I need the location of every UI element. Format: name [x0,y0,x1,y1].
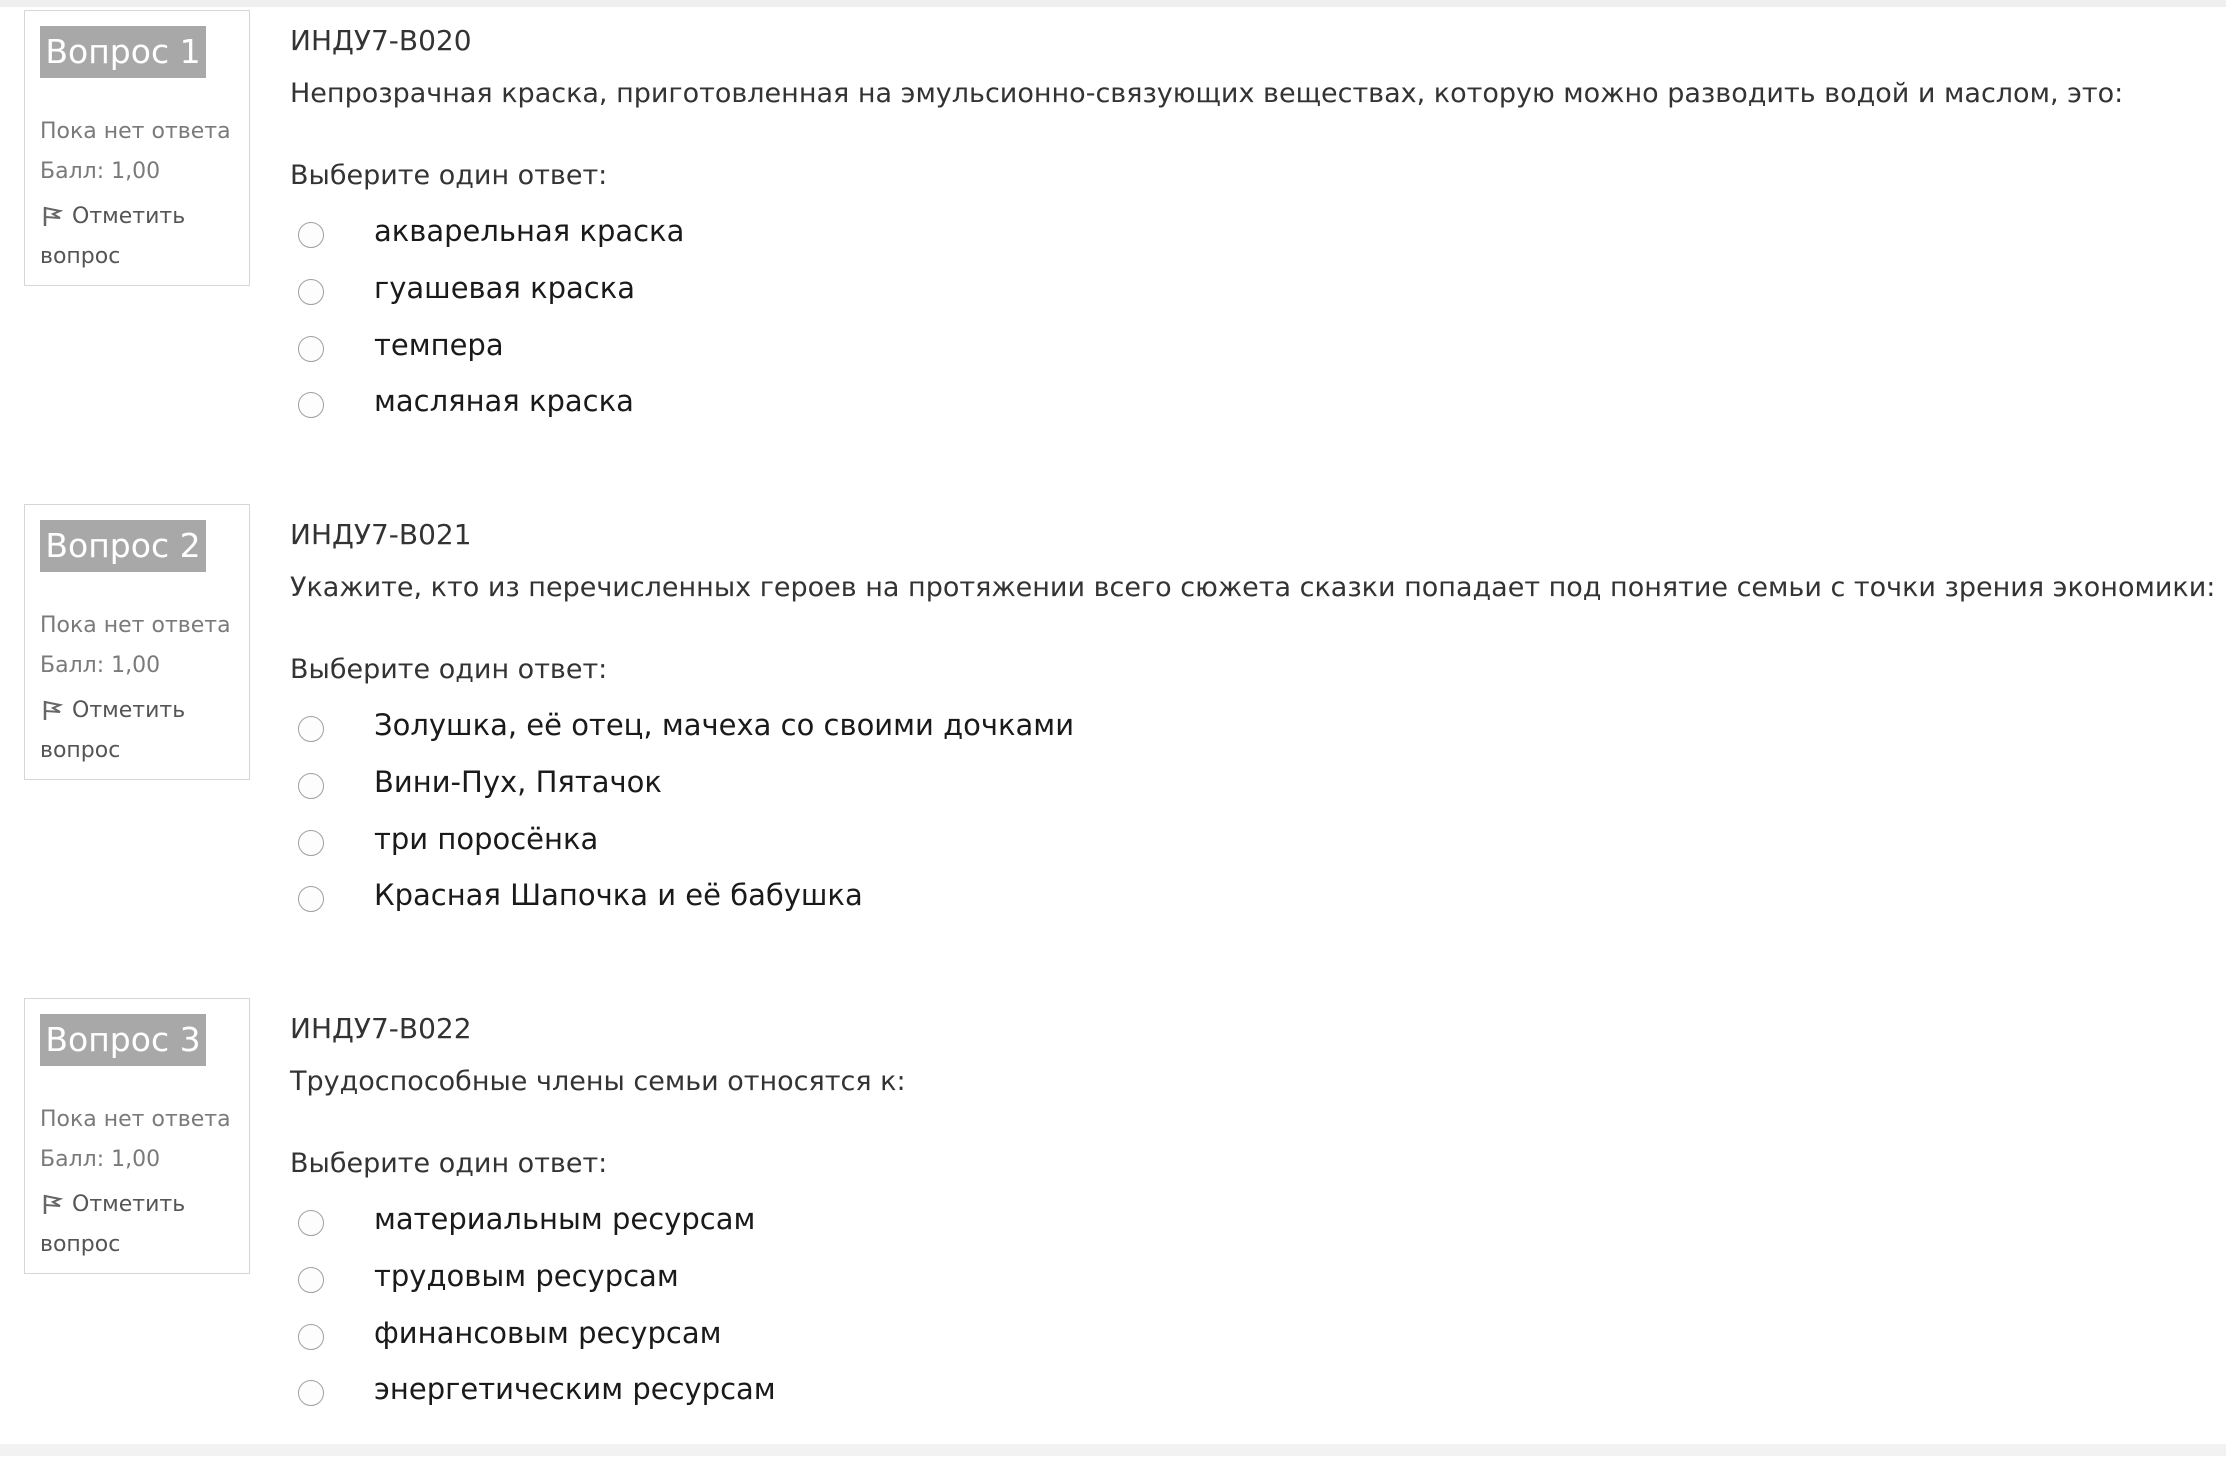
radio-button[interactable] [298,336,324,362]
answer-label[interactable]: энергетическим ресурсам [374,1372,776,1406]
answer-option[interactable] [290,267,1490,317]
answer-prompt: Выберите один ответ: [290,1148,608,1179]
flag-question-button[interactable] [40,1185,230,1265]
answer-label[interactable]: масляная краска [374,384,634,418]
answer-label[interactable]: темпера [374,328,504,362]
question-grade: Балл: 1,00 [40,1147,161,1172]
answer-option[interactable] [290,1312,1490,1362]
flag-question-button[interactable] [40,691,230,771]
answer-option[interactable] [290,210,1490,260]
question-3 [0,998,2226,1468]
flag-icon [40,204,64,228]
radio-button[interactable] [298,279,324,305]
question-code: ИНДУ7-В021 [290,518,472,551]
question-code: ИНДУ7-В022 [290,1012,472,1045]
answer-label[interactable]: акварельная краска [374,214,685,248]
radio-button[interactable] [298,1324,324,1350]
answer-option[interactable] [290,1368,1490,1418]
flag-icon [40,698,64,722]
radio-button[interactable] [298,716,324,742]
question-state: Пока нет ответа [40,119,231,144]
question-number-badge: Вопрос 3 [40,1014,206,1066]
flag-question-button[interactable] [40,197,230,277]
radio-button[interactable] [298,392,324,418]
answer-label[interactable]: Красная Шапочка и её бабушка [374,878,863,912]
answer-label[interactable]: три поросёнка [374,822,599,856]
question-1 [0,10,2226,480]
radio-button[interactable] [298,886,324,912]
question-info-box [24,998,250,1274]
question-2 [0,504,2226,974]
question-grade: Балл: 1,00 [40,653,161,678]
answer-option[interactable] [290,818,1490,868]
answer-option[interactable] [290,761,1490,811]
flag-question-label: Отметить вопрос [40,698,186,763]
question-code: ИНДУ7-В020 [290,24,472,57]
answer-label[interactable]: Золушка, её отец, мачеха со своими дочками [374,708,1075,742]
answer-label[interactable]: трудовым ресурсам [374,1259,679,1293]
answer-label[interactable]: гуашевая краска [374,271,635,305]
question-state: Пока нет ответа [40,1107,231,1132]
top-divider [0,0,2226,7]
answer-prompt: Выберите один ответ: [290,654,608,685]
answer-option[interactable] [290,1198,1490,1248]
question-info-box [24,504,250,780]
question-state: Пока нет ответа [40,613,231,638]
radio-button[interactable] [298,1267,324,1293]
answer-label[interactable]: финансовым ресурсам [374,1316,722,1350]
question-text: Трудоспособные члены семьи относятся к: [290,1066,906,1097]
flag-icon [40,1192,64,1216]
radio-button[interactable] [298,773,324,799]
answer-option[interactable] [290,380,1490,430]
question-text: Непрозрачная краска, приготовленная на эмульсионно-связующих веществах, которую можно разводить водой и маслом, это: [290,78,2124,109]
radio-button[interactable] [298,222,324,248]
answer-prompt: Выберите один ответ: [290,160,608,191]
answer-label[interactable]: материальным ресурсам [374,1202,756,1236]
radio-button[interactable] [298,1210,324,1236]
answer-option[interactable] [290,1255,1490,1305]
answer-option[interactable] [290,704,1490,754]
question-info-box [24,10,250,286]
question-number-badge: Вопрос 1 [40,26,206,78]
question-text: Укажите, кто из перечисленных героев на протяжении всего сюжета сказки попадает под понятие семьи с точки зрения экономики: [290,572,2216,603]
radio-button[interactable] [298,830,324,856]
radio-button[interactable] [298,1380,324,1406]
bottom-divider [0,1444,2226,1456]
flag-question-label: Отметить вопрос [40,1192,186,1257]
question-number-badge: Вопрос 2 [40,520,206,572]
answer-option[interactable] [290,324,1490,374]
answer-label[interactable]: Вини-Пух, Пятачок [374,765,662,799]
flag-question-label: Отметить вопрос [40,204,186,269]
question-grade: Балл: 1,00 [40,159,161,184]
answer-option[interactable] [290,874,1490,924]
